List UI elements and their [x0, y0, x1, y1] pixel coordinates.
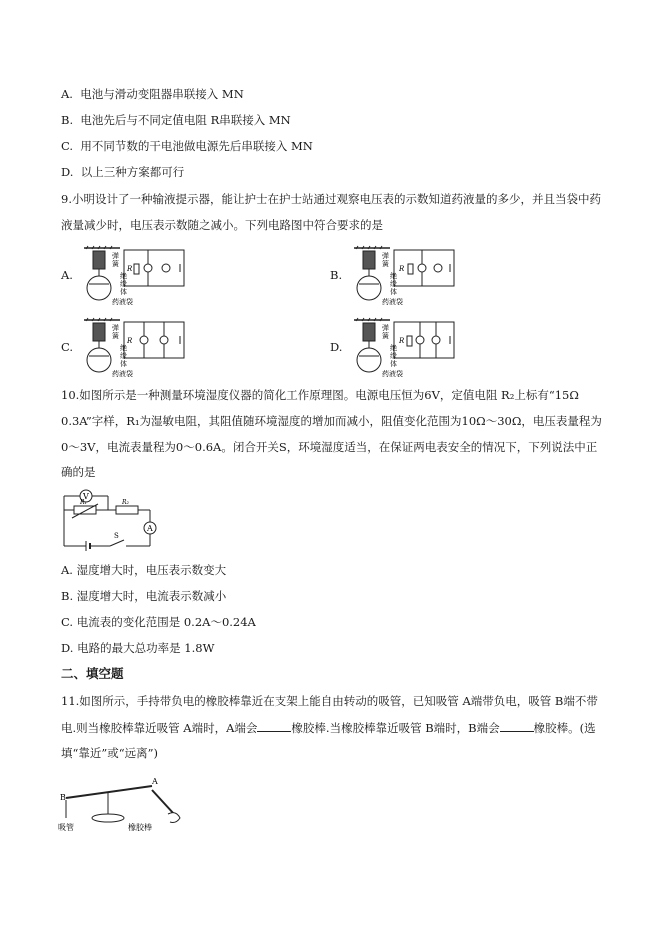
q10-stem-line1: 10.如图所示是一种测量环境湿度仪器的简化工作原理图。电源电压恒为6V，定值电阻 R₂上标有“15Ω — [61, 388, 579, 402]
straw-end-b: B — [60, 793, 66, 802]
svg-text:簧: 簧 — [382, 332, 389, 340]
svg-text:药液袋: 药液袋 — [112, 370, 133, 378]
svg-text:绝: 绝 — [390, 272, 397, 280]
svg-text:R: R — [399, 337, 405, 345]
svg-text:缘: 缘 — [390, 280, 397, 288]
voltmeter-label: V — [83, 492, 89, 501]
q10-circuit-figure — [60, 486, 160, 552]
q9-figure-c — [80, 316, 190, 378]
straw-end-a: A — [152, 778, 158, 786]
svg-text:弹: 弹 — [382, 252, 389, 260]
q10-stem-line2: 0.3A”字样，R₁为湿敏电阻，其阻值随环境湿度的增加而减小，阻值变化范围为10Ω～30Ω，电压表量程为 — [61, 414, 602, 428]
straw-label: 吸管 — [58, 823, 74, 832]
svg-text:簧: 簧 — [112, 260, 119, 268]
svg-text:药液袋: 药液袋 — [112, 298, 133, 306]
switch-label: S — [114, 532, 119, 540]
r2-label: R₂ — [122, 499, 129, 506]
svg-text:簧: 簧 — [112, 332, 119, 340]
q10-option-a: A. 湿度增大时，电压表示数变大 — [61, 563, 227, 577]
q9-stem-line1: 9.小明设计了一种输液提示器，能让护士在护士站通过观察电压表的示数知道药液量的多少，并且当袋中药 — [61, 192, 601, 206]
q11-stem-line1: 11.如图所示，手持带负电的橡胶棒靠近在支架上能自由转动的吸管，已知吸管 A端带负电，吸管 B端不带 — [61, 694, 598, 708]
svg-text:体: 体 — [120, 360, 127, 368]
q9-figure-d — [350, 316, 460, 378]
r1-label: R₁ — [80, 499, 87, 506]
q10-option-b: B. 湿度增大时，电流表示数减小 — [61, 589, 227, 603]
q8-option-d: D. 以上三种方案都可行 — [61, 165, 185, 179]
q10-option-c: C. 电流表的变化范围是 0.2A～0.24A — [61, 615, 256, 629]
q9-option-d-label: D. — [330, 340, 343, 354]
q10-stem-line3: 0～3V，电流表量程为0～0.6A。闭合开关S，环境湿度适当，在保证两电表安全的情况下，下列说法中正 — [61, 440, 598, 454]
q9-figure-a — [80, 244, 190, 306]
q9-stem-line2: 液量减少时，电压表示数随之减小。下列电路图中符合要求的是 — [61, 218, 383, 232]
q9-option-b-label: B. — [330, 268, 343, 282]
svg-text:体: 体 — [390, 360, 397, 368]
svg-text:R: R — [127, 337, 133, 345]
q10-option-d: D. 电路的最大总功率是 1.8W — [61, 641, 215, 655]
svg-text:绝: 绝 — [120, 272, 127, 280]
q11-stem-line3: 填“靠近”或“远离”) — [61, 746, 159, 760]
svg-text:缘: 缘 — [390, 352, 397, 360]
q9-figure-b — [350, 244, 460, 306]
q9-option-c-label: C. — [61, 340, 74, 354]
svg-text:体: 体 — [120, 288, 127, 296]
svg-text:药液袋: 药液袋 — [382, 298, 403, 306]
q11-stem-line2: 电.则当橡胶棒靠近吸管 A端时，A端会 橡胶棒.当橡胶棒靠近吸管 B端时，B端会 橡胶棒。(选 — [61, 721, 596, 735]
q10-stem-line4: 确的是 — [61, 465, 96, 479]
svg-text:簧: 簧 — [382, 260, 389, 268]
q11-blank-2[interactable] — [500, 720, 534, 732]
svg-text:药液袋: 药液袋 — [382, 370, 403, 378]
q9-option-a-label: A. — [61, 268, 73, 282]
svg-text:弹: 弹 — [382, 324, 389, 332]
svg-text:弹: 弹 — [112, 324, 119, 332]
svg-text:缘: 缘 — [120, 280, 127, 288]
rod-label: 橡胶棒 — [128, 823, 152, 832]
q11-blank-1[interactable] — [257, 720, 291, 732]
q8-option-b: B. 电池先后与不同定值电阻 R串联接入 MN — [61, 113, 291, 127]
q8-option-a: A. 电池与滑动变阻器串联接入 MN — [61, 87, 244, 101]
fig-label-spring: 弹 — [112, 252, 119, 260]
svg-text:体: 体 — [390, 288, 397, 296]
svg-text:R: R — [127, 265, 133, 273]
q11-figure — [56, 778, 196, 832]
svg-text:绝: 绝 — [120, 344, 127, 352]
svg-text:绝: 绝 — [390, 344, 397, 352]
section-title: 二、填空题 — [61, 666, 124, 681]
svg-text:缘: 缘 — [120, 352, 127, 360]
ammeter-label: A — [147, 524, 153, 533]
svg-text:R: R — [399, 265, 405, 273]
q8-option-c: C. 用不同节数的干电池做电源先后串联接入 MN — [61, 139, 313, 153]
